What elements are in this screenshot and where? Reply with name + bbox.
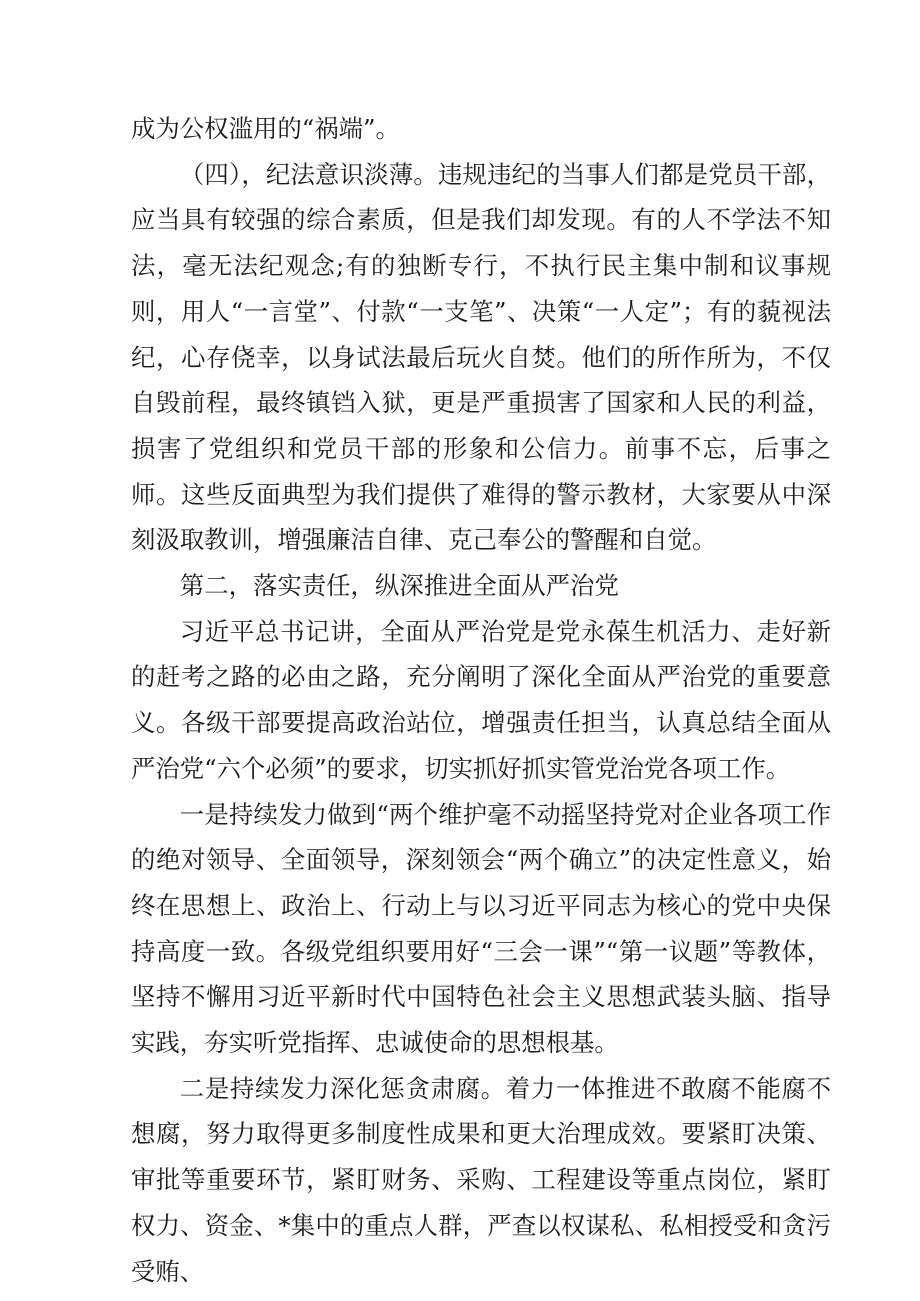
document-body xyxy=(131,106,831,1294)
paragraph-4: 一是持续发力做到“两个维护毫不动摇坚持党对企业各项工作的绝对领导、全面领导，深刻领会“两个确立”的决定性意义，始终在思想上、政治上、行动上与以习近平同志为核心的党中央保持高度一致。各级党组织要用好“三会一课”“第一议题”等教体，坚持不懈用习近平新时代中国特色社会主义思想武装头脑、指导实践，夯实听党指挥、忠诚使命的思想根基。 xyxy=(131,799,831,1058)
paragraph-1: 成为公权滥用的“祸端”。 xyxy=(131,114,400,143)
paragraph-3: 习近平总书记讲，全面从严治党是党永葆生机活力、走好新的赶考之路的必由之路，充分阐明了深化全面从严治党的重要意义。各级干部要提高政治站位，增强责任担当，认真总结全面从严治党“六个必须”的要求，切实抓好抓实管党治党各项工作。 xyxy=(131,616,831,783)
paragraph-2: （四），纪法意识淡薄。违规违纪的当事人们都是党员干部，应当具有较强的综合素质，但是我们却发现。有的人不学法不知法，毫无法纪观念;有的独断专行，不执行民主集中制和议事规则，用人“一言堂”、付款“一支笔”、决策“一人定”；有的藐视法纪，心存侥幸，以身试法最后玩火自焚。他们的所作所为，不仅自毁前程，最终镇铛入狱，更是严重损害了国家和人民的利益，损害了党组织和党员干部的形象和公信力。前事不忘，后事之师。这些反面典型为我们提供了难得的警示教材，大家要从中深刻汲取教训，增强廉洁自律、克己奉公的警醒和自觉。 xyxy=(131,159,831,555)
section-heading: 第二，落实责任，纵深推进全面从严治党 xyxy=(179,571,619,601)
paragraph-5: 二是持续发力深化惩贪肃腐。着力一体推进不敢腐不能腐不想腐，努力取得更多制度性成果和更大治理成效。要紧盯决策、审批等重要环节，紧盯财务、采购、工程建设等重点岗位，紧盯权力、资金、*集中的重点人群，严查以权谋私、私相授受和贪污受贿、 xyxy=(131,1073,831,1286)
